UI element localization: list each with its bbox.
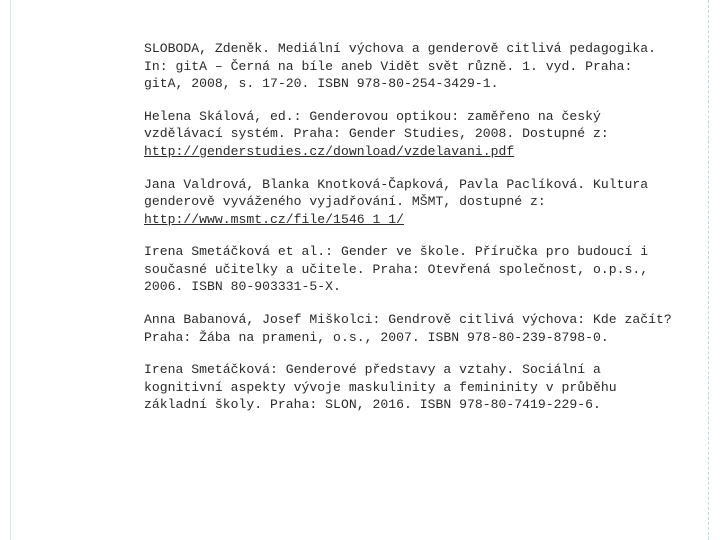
- reference-text: Anna Babanová, Josef Miškolci: Gendrově citlivá výchova: Kde začít? Praha: Žába na prameni, o.s., 2007. ISBN 978-80-239-8798-0.: [144, 312, 672, 345]
- reference-text: Helena Skálová, ed.: Genderovou optikou: zaměřeno na český vzdělávací systém. Praha: Gender Studies, 2008. Dostupné z:: [144, 108, 609, 142]
- reference-text: Irena Smetáčková et al.: Gender ve škole. Příručka pro budoucí i současné učitelky a učitele. Praha: Otevřená společnost, o.p.s., 2006. ISBN 80-903331-5-X.: [144, 244, 649, 295]
- reference-item: [144, 361, 674, 414]
- reference-link[interactable]: http://www.msmt.cz/file/1546_1_1/: [144, 211, 404, 227]
- page-left-rule: [10, 0, 11, 540]
- reference-list: [144, 40, 674, 429]
- reference-item: [144, 176, 674, 229]
- page-right-dotted-rule: [707, 0, 709, 540]
- reference-text: Irena Smetáčková: Genderové představy a vztahy. Sociální a kognitivní aspekty vývoje maskulinity a femininity v průběhu základní školy. Praha: SLON, 2016. ISBN 978-80-7419-229-6.: [144, 362, 617, 413]
- reference-link[interactable]: http://genderstudies.cz/download/vzdelavani.pdf: [144, 143, 515, 159]
- reference-item: [144, 40, 674, 93]
- reference-text: Jana Valdrová, Blanka Knotková-Čapková, Pavla Paclíková. Kultura genderově vyváženého vyjadřování. MŠMT, dostupné z:: [144, 176, 649, 210]
- reference-item: [144, 108, 674, 161]
- reference-item: [144, 311, 674, 346]
- reference-text: SLOBODA, Zdeněk. Mediální výchova a genderově citlivá pedagogika. In: gitA – Černá na bíle aneb Vidět svět různě. 1. vyd. Praha: gitA, 2008, s. 17-20. ISBN 978-80-254-3429-1.: [144, 41, 657, 91]
- reference-item: [144, 243, 674, 296]
